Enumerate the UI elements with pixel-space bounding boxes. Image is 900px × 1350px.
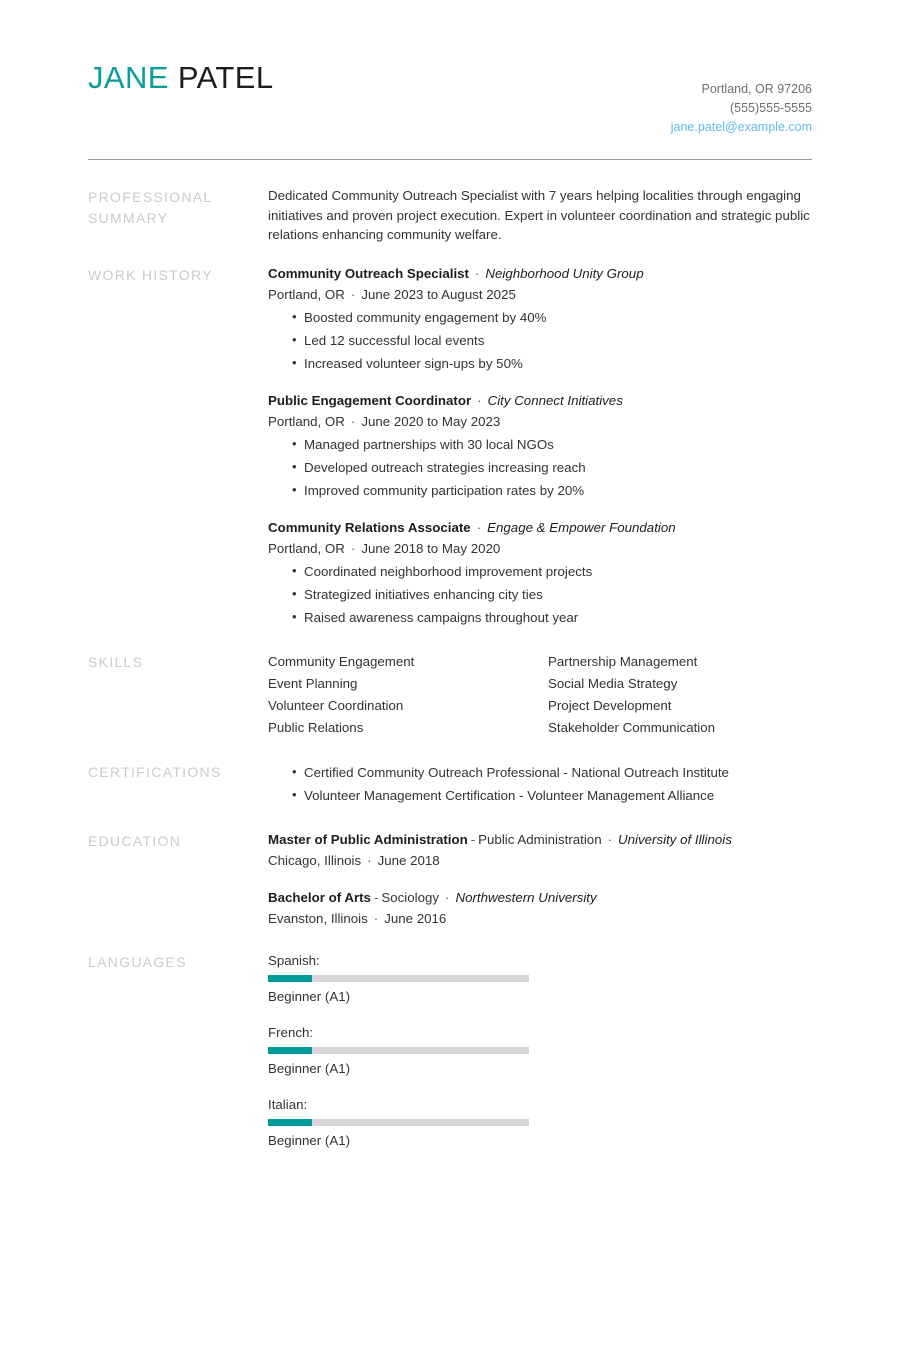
section-work-history — [88, 264, 812, 629]
section-label-skills: SKILLS — [88, 653, 144, 670]
section-professional-summary — [88, 186, 812, 245]
job-bullets — [268, 433, 812, 502]
education-degree: Bachelor of Arts — [268, 889, 371, 905]
job-title: Community Relations Associate — [268, 519, 471, 535]
language-name: Italian: — [268, 1096, 308, 1112]
skill-item: Volunteer Coordination — [268, 698, 404, 714]
job-title: Public Engagement Coordinator — [268, 392, 472, 408]
job-heading — [268, 518, 812, 538]
education-dash-icon: - — [470, 831, 476, 847]
candidate-first-name: JANE — [88, 60, 169, 95]
candidate-last-name-wrap — [169, 60, 274, 95]
job-location: Portland, OR — [268, 286, 345, 302]
language-entry — [268, 1095, 548, 1150]
education-meta — [268, 908, 812, 929]
spacer-after-education — [88, 929, 812, 951]
skills-body — [268, 651, 812, 740]
summary-text: Dedicated Community Outreach Specialist with 7 years helping localities through engaging initiatives and proven project execution. Expert in volunteer coordination and strategic public relations enhancing community welfare. — [268, 188, 810, 242]
job-dates: June 2018 to May 2020 — [361, 540, 501, 556]
language-level: Beginner (A1) — [268, 988, 351, 1004]
skill-item: Social Media Strategy — [548, 675, 678, 691]
job-location: Portland, OR — [268, 413, 345, 429]
education-meta-separator-icon: · — [373, 910, 379, 926]
skill-item: Community Engagement — [268, 653, 415, 669]
language-entry — [268, 1023, 548, 1078]
education-degree: Master of Public Administration — [268, 831, 468, 847]
section-skills — [88, 651, 812, 740]
resume-body — [0, 160, 900, 1167]
language-proficiency-bar — [268, 975, 529, 982]
language-level: Beginner (A1) — [268, 1132, 351, 1148]
language-entry — [268, 951, 548, 1006]
skills-column-right — [548, 651, 828, 740]
contact-block — [671, 60, 812, 137]
job-heading — [268, 391, 812, 411]
spacer-after-work-history — [88, 629, 812, 651]
job-meta-separator-icon: · — [350, 413, 356, 429]
certification-item: • Volunteer Management Certification - Volunteer Management Alliance — [292, 784, 812, 807]
skill-item: Event Planning — [268, 675, 358, 691]
job-separator-icon: · — [477, 392, 482, 408]
job-title: Community Outreach Specialist — [268, 265, 469, 281]
section-certifications — [88, 761, 812, 807]
job-heading — [268, 264, 812, 284]
education-major: Sociology — [381, 889, 440, 905]
education-entry — [268, 830, 812, 871]
section-label-work-history: WORK HISTORY — [88, 266, 213, 283]
section-label-certifications: CERTIFICATIONS — [88, 763, 222, 780]
work-history-body — [268, 264, 812, 629]
job-bullet: • Boosted community engagement by 40% — [292, 306, 812, 329]
education-location: Chicago, Illinois — [268, 852, 362, 868]
section-languages — [88, 951, 812, 1167]
job-entry — [268, 264, 812, 375]
language-proficiency-fill — [268, 1047, 312, 1054]
section-label-summary: PROFESSIONAL SUMMARY — [88, 189, 212, 226]
section-label-education: EDUCATION — [88, 832, 182, 849]
job-entry — [268, 391, 812, 502]
job-entry — [268, 518, 812, 629]
spacer-after-skills — [88, 740, 812, 761]
education-meta — [268, 850, 812, 871]
candidate-last-name: PATEL — [177, 60, 274, 95]
certification-item: • Certified Community Outreach Professional - National Outreach Institute — [292, 761, 812, 784]
contact-location: Portland, OR 97206 — [701, 82, 812, 96]
education-dash-icon: - — [373, 889, 379, 905]
job-meta — [268, 411, 812, 432]
languages-grid — [268, 951, 812, 1167]
job-meta — [268, 538, 812, 559]
skills-grid — [268, 651, 812, 740]
job-location: Portland, OR — [268, 540, 345, 556]
section-label-languages: LANGUAGES — [88, 953, 187, 970]
language-proficiency-fill — [268, 975, 312, 982]
education-location: Evanston, Illinois — [268, 910, 368, 926]
spacer-after-certifications — [88, 807, 812, 830]
language-proficiency-bar — [268, 1119, 529, 1126]
job-bullet: • Managed partnerships with 30 local NGOs — [292, 433, 812, 456]
skill-item: Stakeholder Communication — [548, 720, 716, 736]
job-separator-icon: · — [476, 519, 482, 535]
language-name: Spanish: — [268, 952, 320, 968]
candidate-name — [88, 60, 273, 96]
education-entry — [268, 888, 812, 929]
contact-phone: (555)555-5555 — [729, 101, 812, 115]
job-company: City Connect Initiatives — [487, 392, 623, 408]
language-proficiency-fill — [268, 1119, 312, 1126]
job-bullet: • Coordinated neighborhood improvement projects — [292, 560, 812, 583]
education-body — [268, 830, 812, 929]
education-school: Northwestern University — [455, 889, 597, 905]
education-heading — [268, 888, 812, 908]
job-company: Engage & Empower Foundation — [487, 519, 676, 535]
education-school: University of Illinois — [618, 831, 732, 847]
job-bullets — [268, 306, 812, 375]
education-date: June 2018 — [377, 852, 440, 868]
education-heading — [268, 830, 812, 850]
job-dates: June 2020 to May 2023 — [361, 413, 501, 429]
job-bullet: • Improved community participation rates by 20% — [292, 479, 812, 502]
skill-item: Project Development — [548, 698, 672, 714]
language-level: Beginner (A1) — [268, 1060, 351, 1076]
certifications-body — [268, 761, 812, 807]
education-meta-separator-icon: · — [367, 852, 372, 868]
job-bullet: • Strategized initiatives enhancing city ties — [292, 583, 812, 606]
education-separator-icon: · — [445, 889, 450, 905]
job-company: Neighborhood Unity Group — [485, 265, 644, 281]
job-meta — [268, 284, 812, 305]
summary-body — [268, 186, 812, 245]
job-bullet: • Increased volunteer sign-ups by 50% — [292, 352, 812, 375]
language-proficiency-bar — [268, 1047, 529, 1054]
job-bullet: • Led 12 successful local events — [292, 329, 812, 352]
section-education — [88, 830, 812, 929]
job-bullets — [268, 560, 812, 629]
languages-body — [268, 951, 812, 1167]
job-meta-separator-icon: · — [350, 540, 356, 556]
job-separator-icon: · — [474, 265, 480, 281]
language-name: French: — [268, 1024, 314, 1040]
skills-column-left — [268, 651, 548, 740]
resume-header — [0, 0, 900, 137]
contact-email[interactable]: jane.patel@example.com — [670, 120, 812, 134]
spacer-after-summary — [88, 245, 812, 264]
job-bullet: • Raised awareness campaigns throughout year — [292, 606, 812, 629]
education-date: June 2016 — [384, 910, 447, 926]
education-major: Public Administration — [478, 831, 602, 847]
education-separator-icon: · — [607, 831, 613, 847]
certifications-list — [268, 761, 812, 807]
job-dates: June 2023 to August 2025 — [361, 286, 516, 302]
skill-item: Partnership Management — [548, 653, 698, 669]
job-bullet: • Developed outreach strategies increasing reach — [292, 456, 812, 479]
skill-item: Public Relations — [268, 720, 364, 736]
job-meta-separator-icon: · — [350, 286, 356, 302]
